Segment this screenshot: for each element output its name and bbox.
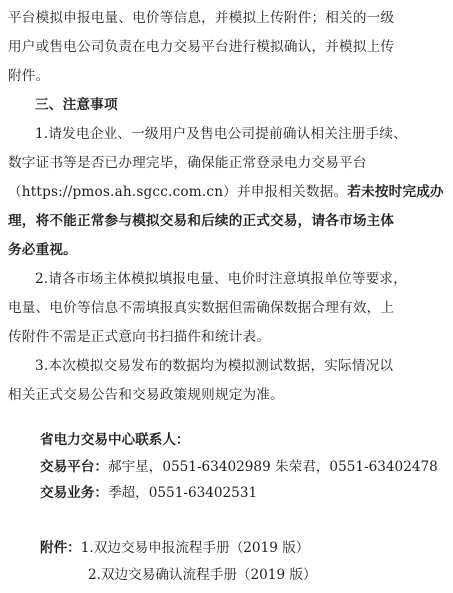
- contact-platform-value: 郝宇星，0551-63402989 朱荣君，0551-63402478: [107, 459, 438, 475]
- contact-business: [40, 481, 257, 505]
- item2-line-3: 传附件不需是正式意向书扫描件和统计表。: [8, 329, 271, 345]
- item1-line-1: 1.请发电企业、一级用户及售电公司提前确认相关注册手续、: [35, 126, 408, 142]
- item1-line-2: 数字证书等是否已办理完毕，确保能正常登录电力交易平台: [8, 155, 367, 171]
- item1-emphasis-start: 若未按时完成办: [347, 184, 444, 200]
- item2-line-2: 电量、电价等信息不需填报真实数据但需确保数据合理有效，上: [8, 300, 395, 316]
- attachments-label: 附件：: [40, 540, 81, 556]
- contact-business-label: 交易业务：: [40, 485, 108, 501]
- item1-line-3: [8, 178, 445, 206]
- item2-line-1: 2.请各市场主体模拟填报电量、电价时注意填报单位等要求，: [35, 271, 408, 287]
- item1-emphasis-line-4: 理，将不能正常参与模拟交易和后续的正式交易，请各市场主体: [8, 213, 395, 229]
- item1-line-3-text: （https://pmos.ah.sgcc.com.cn）并申报相关数据。: [8, 184, 348, 200]
- item3-line-1: 3.本次模拟交易发布的数据均为模拟测试数据，实际情况以: [35, 358, 394, 374]
- item3-line-2: 相关正式交易公告和交易政策规则规定为准。: [8, 387, 284, 403]
- attachment-item-1: 1.双边交易申报流程手册（2019 版）: [80, 540, 310, 556]
- contact-platform: [40, 455, 438, 479]
- contact-platform-label: 交易平台：: [40, 459, 108, 475]
- item1-emphasis-line-5: 务必重视。: [8, 242, 77, 258]
- intro-line-1: 平台模拟申报电量、电价等信息，并模拟上传附件；相关的一级: [8, 10, 395, 26]
- attachments-row-1: [40, 535, 309, 561]
- contact-business-value: 季超，0551-63402531: [107, 485, 258, 501]
- section-heading: 三、注意事项: [35, 97, 118, 113]
- intro-line-2: 用户或售电公司负责在电力交易平台进行模拟确认，并模拟上传: [8, 39, 395, 55]
- attachment-item-2: 2.双边交易确认流程手册（2019 版）: [88, 567, 317, 583]
- intro-line-3: 附件。: [8, 68, 50, 84]
- contacts-title: 省电力交易中心联系人：: [40, 432, 190, 448]
